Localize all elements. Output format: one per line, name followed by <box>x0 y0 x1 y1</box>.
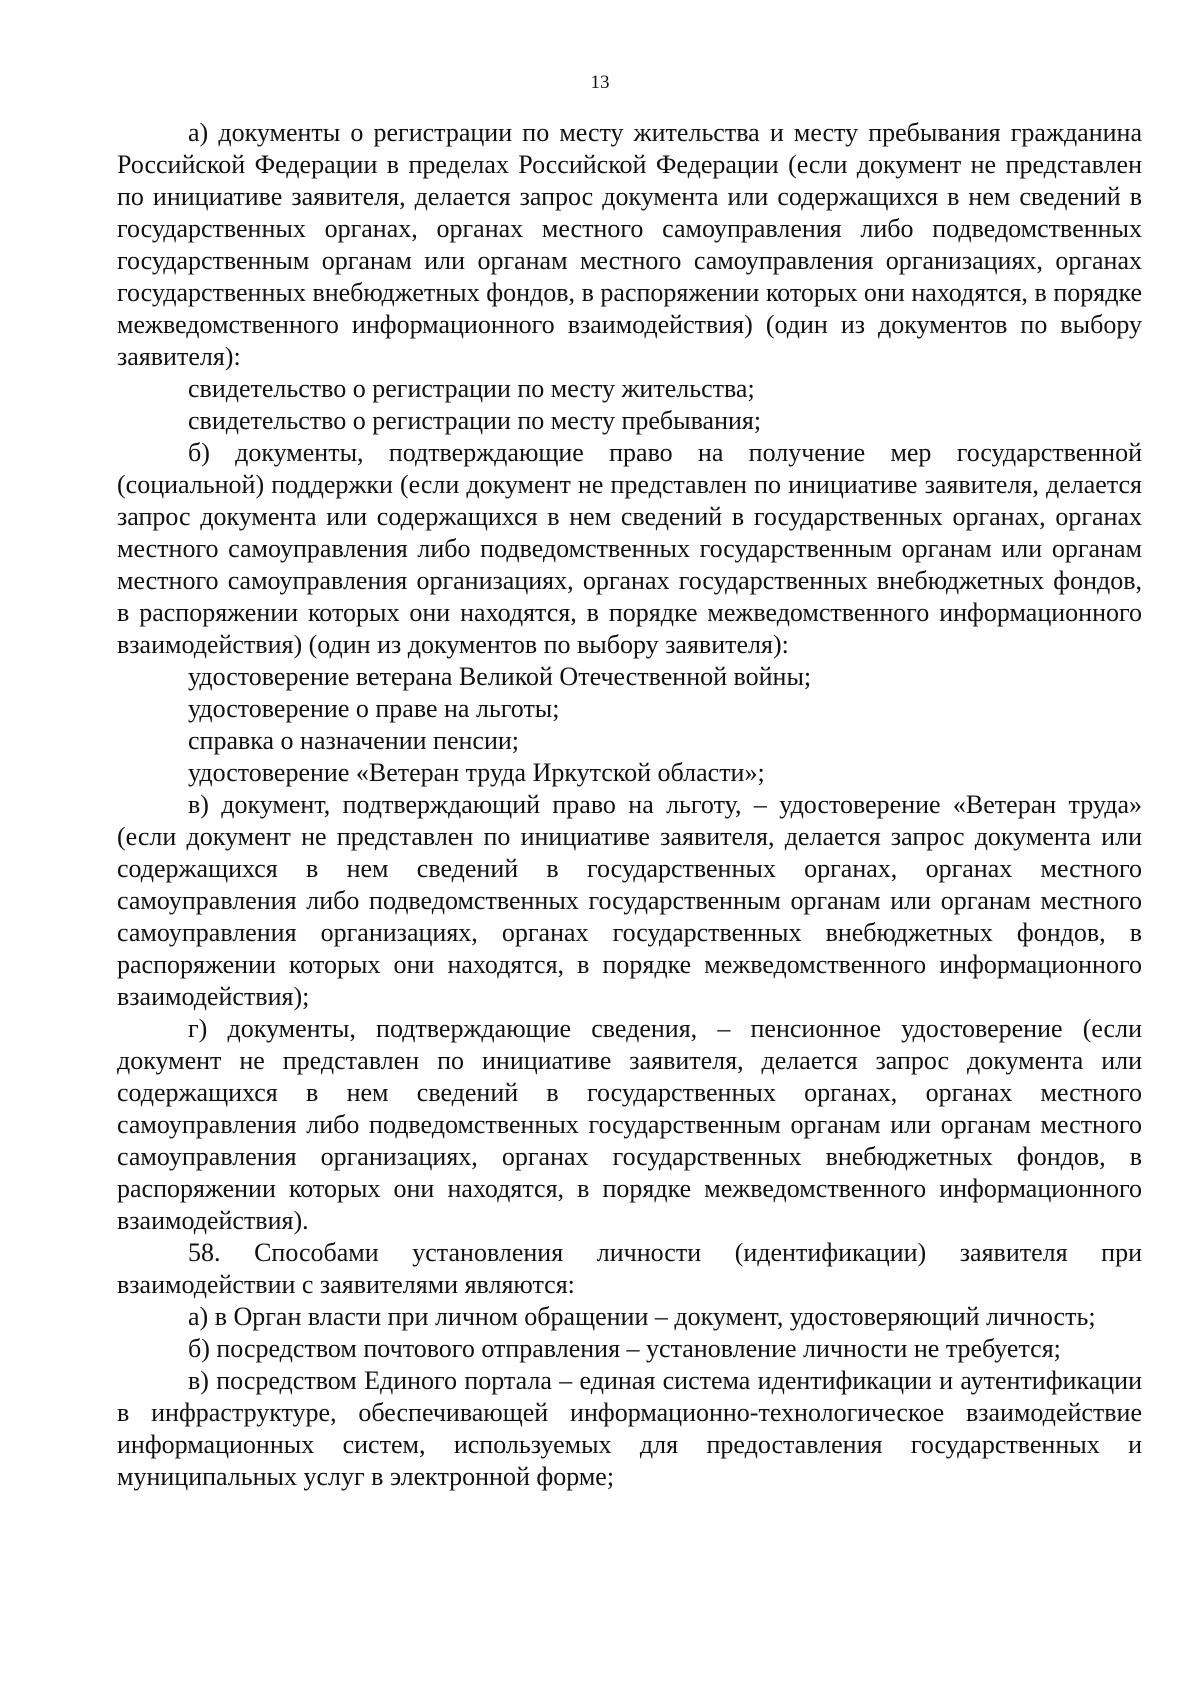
list-item-labor-veteran-irkutsk: удостоверение «Ветеран труда Иркутской области»; <box>188 758 765 787</box>
paragraph-g-pension-certificate: г) документы, подтверждающие сведения, – пенсионное удостоверение (если документ не представлен по инициативе заявителя, делается запрос документа или содержащихся в нем сведений в государственных органах, органах местного самоуправления либо подведомственных государственным органам или органам местного самоуправления организациях, органах государственных внебюджетных фондов, в распоряжении которых они находятся, в порядке межведомственного информационного взаимодействия). <box>117 1014 1142 1235</box>
paragraph-58v-unified-portal: в) посредством Единого портала – единая система идентификации и аутентификации в инфраструктуре, обеспечивающей информационно-технологическое взаимодействие информационных систем, используемых для предоставления государственных и муниципальных услуг в электронной форме; <box>117 1366 1142 1491</box>
paragraph-58a-in-person: а) в Орган власти при личном обращении – документ, удостоверяющий личность; <box>188 1302 1096 1331</box>
list-item-benefits-certificate: удостоверение о праве на льготы; <box>188 694 560 723</box>
paragraph-58b-postal: б) посредством почтового отправления – установление личности не требуется; <box>188 1334 1061 1363</box>
paragraph-b-support-documents: б) документы, подтверждающие право на получение мер государственной (социальной) поддержки (если документ не представлен по инициативе заявителя, делается запрос документа или содержащихся в нем сведений в государственных органах, органах местного самоуправления либо подведомственных государственным органам или органам местного самоуправления организациях, органах государственных внебюджетных фондов, в распоряжении которых они находятся, в порядке межведомственного информационного взаимодействия) (один из документов по выбору заявителя): <box>117 438 1142 659</box>
page-number: 13 <box>590 72 610 93</box>
list-item-registration-residence: свидетельство о регистрации по месту жительства; <box>188 374 755 403</box>
list-item-registration-stay: свидетельство о регистрации по месту пребывания; <box>188 406 762 435</box>
paragraph-58-identification: 58. Способами установления личности (идентификации) заявителя при взаимодействии с заявителями являются: <box>117 1238 1142 1299</box>
paragraph-a-registration-documents: а) документы о регистрации по месту жительства и месту пребывания гражданина Российской Федерации в пределах Российской Федерации (если документ не представлен по инициативе заявителя, делается запрос документа или содержащихся в нем сведений в государственных органах, органах местного самоуправления либо подведомственных государственным органам или органам местного самоуправления организациях, органах государственных внебюджетных фондов, в распоряжении которых они находятся, в порядке межведомственного информационного взаимодействия) (один из документов по выбору заявителя): <box>117 118 1142 371</box>
list-item-pension-statement: справка о назначении пенсии; <box>188 726 520 755</box>
list-item-war-veteran-certificate: удостоверение ветерана Великой Отечественной войны; <box>188 662 812 691</box>
document-body <box>117 117 1142 1493</box>
paragraph-v-labor-veteran: в) документ, подтверждающий право на льготу, – удостоверение «Ветеран труда» (если документ не представлен по инициативе заявителя, делается запрос документа или содержащихся в нем сведений в государственных органах, органах местного самоуправления либо подведомственных государственным органам или органам местного самоуправления организациях, органах государственных внебюджетных фондов, в распоряжении которых они находятся, в порядке межведомственного информационного взаимодействия); <box>117 790 1142 1011</box>
